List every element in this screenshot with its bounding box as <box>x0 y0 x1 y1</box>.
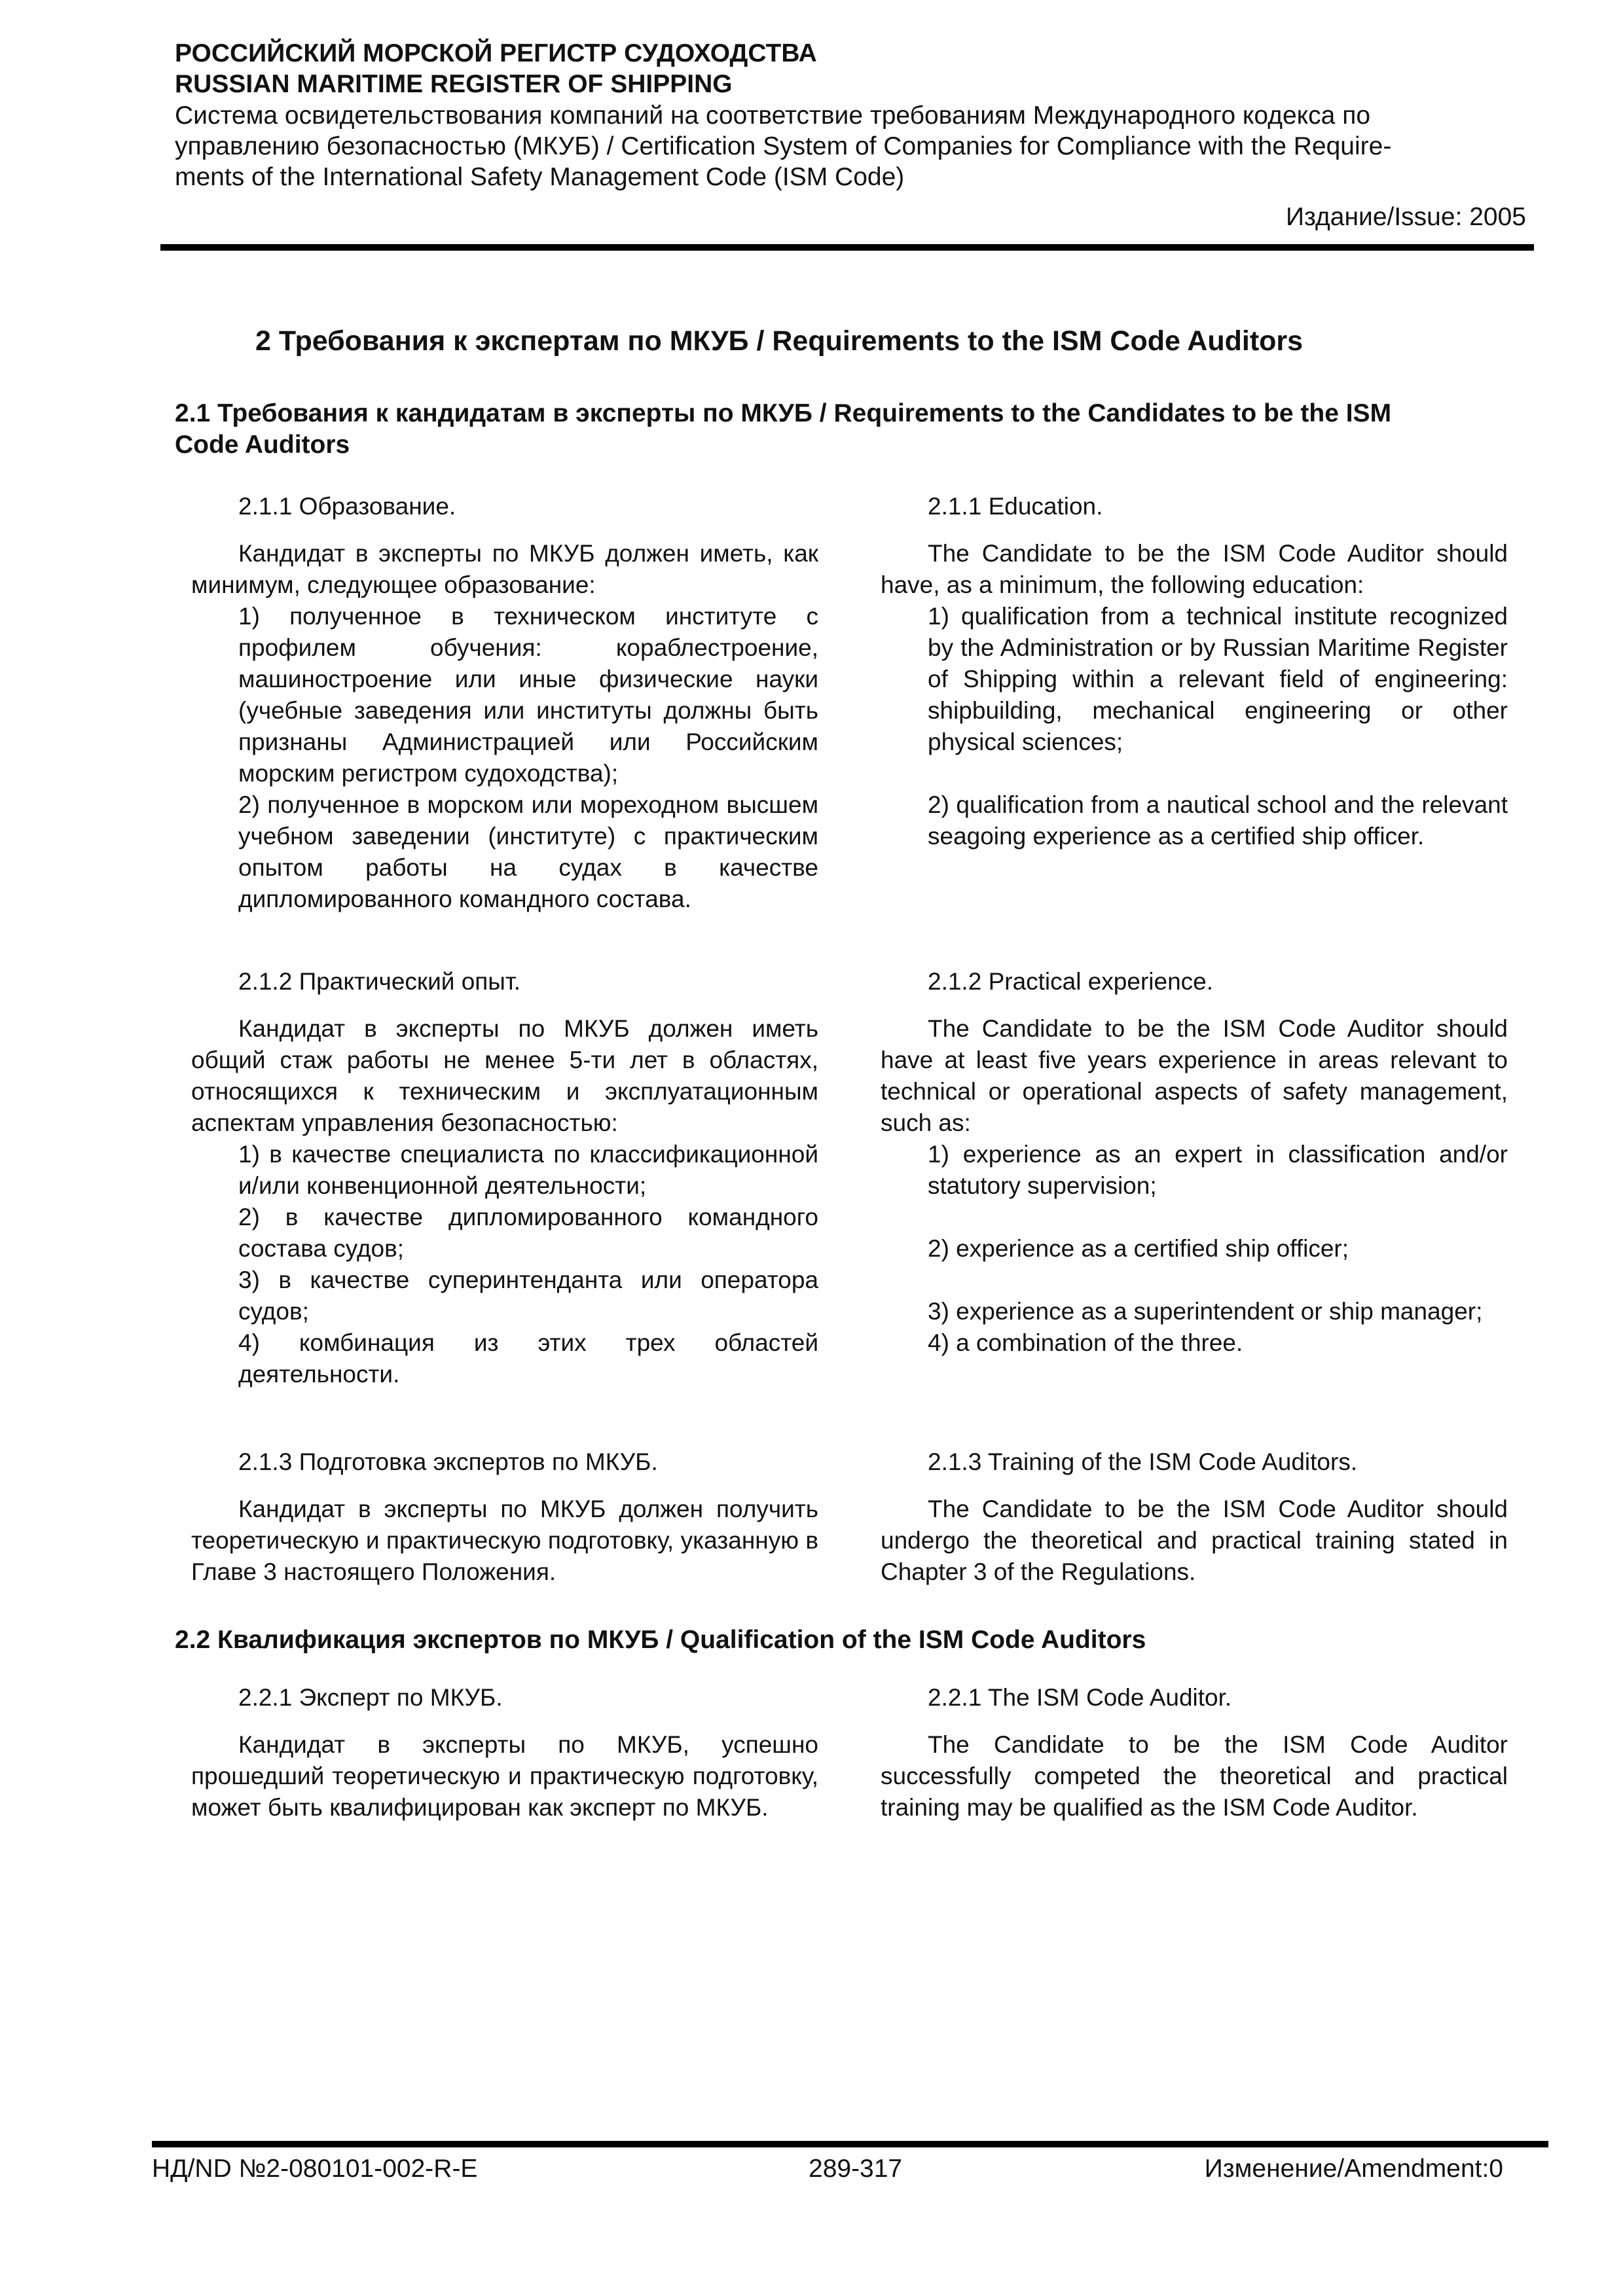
auditor-en <box>881 1682 1508 1823</box>
education-ru <box>191 491 818 915</box>
chapter-title: 2 Требования к экспертам по МКУБ / Requirements to the ISM Code Auditors <box>255 325 1304 357</box>
education-item-en: 1) qualification from a technical institute recognized by the Administration or by Russian Maritime Register of Shipping within a relevant field of engineering: shipbuilding, mechanical engineering or other physical sciences; <box>928 603 1508 755</box>
experience-item-ru: 2) в качестве дипломированного командного состава судов; <box>238 1204 818 1262</box>
experience-item-en: 3) experience as a superintendent or ship manager; <box>928 1298 1483 1325</box>
experience-item-en: 4) a combination of the three. <box>928 1329 1243 1356</box>
auditor-text-ru: Кандидат в эксперты по МКУБ, успешно прошедший теоретическую и практическую подготовку, может быть квалифицирован как эксперт по МКУБ. <box>191 1731 818 1821</box>
section-2-1-title <box>175 398 1517 461</box>
organization-name-en: RUSSIAN MARITIME REGISTER OF SHIPPING <box>175 70 733 98</box>
section-title-line: 2.1 Требования к кандидатам в эксперты по МКУБ / Requirements to the Candidates to be the ISM <box>175 399 1392 427</box>
experience-item-ru: 1) в качестве специалиста по классификационной и/или конвенционной деятельности; <box>238 1141 818 1199</box>
issue-label: Издание/Issue: 2005 <box>1286 203 1526 231</box>
education-item-ru: 2) полученное в морском или мореходном высшем учебном заведении (институте) с практическим опытом работы на судах в качестве дипломированного командного состава. <box>238 791 818 912</box>
amendment-label: Изменение/Amendment:0 <box>1204 2155 1503 2183</box>
header-rule <box>160 244 1534 251</box>
training-heading-en: 2.1.3 Training of the ISM Code Auditors. <box>928 1448 1358 1475</box>
experience-item-ru: 4) комбинация из этих трех областей деятельности. <box>238 1329 818 1388</box>
experience-intro-en: The Candidate to be the ISM Code Auditor should have at least five years experience in areas relevant to technical or operational aspects of safety management, such as: <box>881 1015 1508 1136</box>
experience-item-en: 2) experience as a certified ship officer; <box>928 1235 1349 1262</box>
experience-ru <box>191 966 818 1390</box>
education-item-ru: 1) полученное в техническом институте с профилем обучения: кораблестроение, машиностроение или иные физические науки (учебные заведения или институты должны быть признаны Администрацией или Российским морским регистром судоходства); <box>238 603 818 787</box>
education-item-en: 2) qualification from a nautical school and the relevant seagoing experience as a certified ship officer. <box>928 791 1508 850</box>
experience-en <box>881 966 1508 1359</box>
auditor-heading-ru: 2.2.1 Эксперт по МКУБ. <box>238 1684 503 1711</box>
document-number: НД/ND №2-080101-002-R-E <box>152 2155 478 2183</box>
system-title-line: ments of the International Safety Management Code (ISM Code) <box>175 163 905 191</box>
system-title-line: управлению безопасностью (МКУБ) / Certification System of Companies for Compliance with the Require- <box>175 132 1392 160</box>
section-2-2-title: 2.2 Квалификация экспертов по МКУБ / Qualification of the ISM Code Auditors <box>175 1626 1146 1654</box>
section-title-line: Code Auditors <box>175 431 350 459</box>
auditor-text-en: The Candidate to be the ISM Code Auditor successfully competed the theoretical and practical training may be qualified as the ISM Code Auditor. <box>881 1731 1508 1821</box>
training-text-en: The Candidate to be the ISM Code Auditor should undergo the theoretical and practical training stated in Chapter 3 of the Regulations. <box>881 1496 1508 1585</box>
experience-item-ru: 3) в качестве суперинтенданта или оператора судов; <box>238 1266 818 1325</box>
experience-intro-ru: Кандидат в эксперты по МКУБ должен иметь общий стаж работы не менее 5-ти лет в областях, относящихся к техническим и эксплуатационным аспектам управления безопасностью: <box>191 1015 818 1136</box>
training-en <box>881 1446 1508 1588</box>
education-intro-en: The Candidate to be the ISM Code Auditor should have, as a minimum, the following education: <box>881 540 1508 598</box>
education-intro-ru: Кандидат в эксперты по МКУБ должен иметь, как минимум, следующее образование: <box>191 540 818 598</box>
document-header <box>175 38 1526 232</box>
system-title-line: Система освидетельствования компаний на соответствие требованиям Международного кодекса по <box>175 101 1371 130</box>
education-heading-en: 2.1.1 Education. <box>928 493 1103 520</box>
auditor-ru <box>191 1682 818 1823</box>
experience-heading-ru: 2.1.2 Практический опыт. <box>238 968 521 995</box>
training-heading-ru: 2.1.3 Подготовка экспертов по МКУБ. <box>238 1448 658 1475</box>
page-range: 289-317 <box>809 2155 903 2183</box>
auditor-heading-en: 2.2.1 The ISM Code Auditor. <box>928 1684 1232 1711</box>
experience-item-en: 1) experience as an expert in classification and/or statutory supervision; <box>928 1141 1508 1199</box>
footer-rule <box>152 2141 1548 2147</box>
experience-heading-en: 2.1.2 Practical experience. <box>928 968 1214 995</box>
education-en <box>881 491 1508 852</box>
training-ru <box>191 1446 818 1588</box>
system-title <box>175 100 1526 192</box>
education-heading-ru: 2.1.1 Образование. <box>238 493 456 520</box>
training-text-ru: Кандидат в эксперты по МКУБ должен получить теоретическую и практическую подготовку, указанную в Главе 3 настоящего Положения. <box>191 1496 818 1585</box>
organization-name-ru: РОССИЙСКИЙ МОРСКОЙ РЕГИСТР СУДОХОДСТВА <box>175 39 817 67</box>
